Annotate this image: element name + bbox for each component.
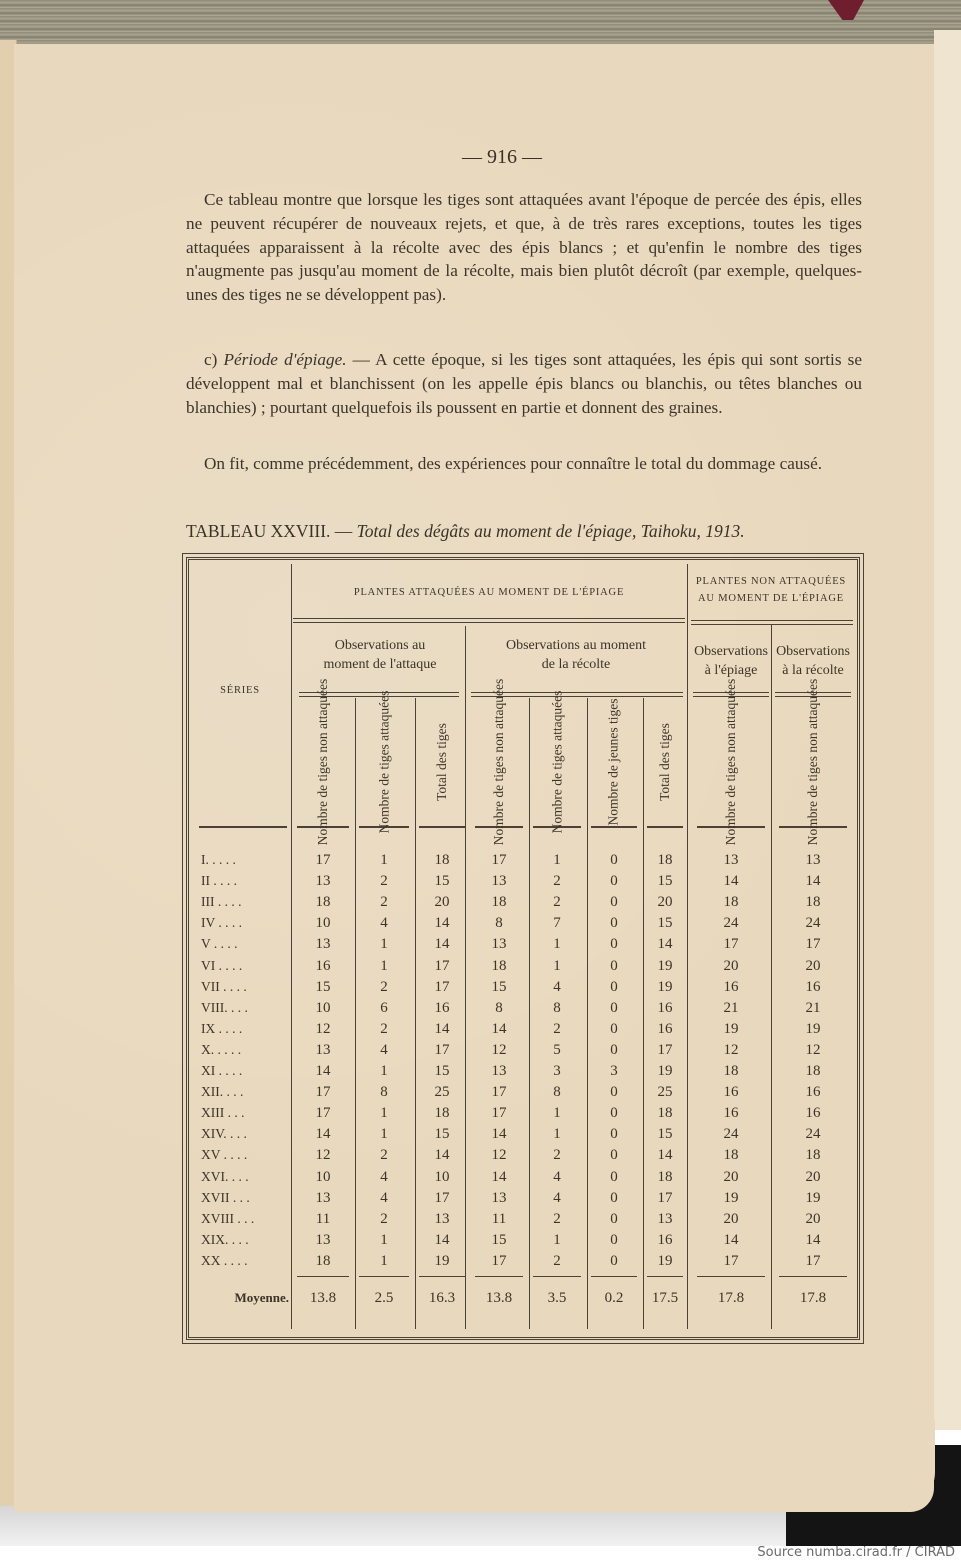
series-header: SÉRIES <box>220 684 260 696</box>
rule <box>647 826 683 828</box>
series-label: XX . . . . <box>201 1252 248 1268</box>
subheader-epiage: Observations à l'épiage <box>694 644 768 678</box>
table-cell: 14 <box>434 915 450 932</box>
table-cell: 2 <box>553 1020 561 1037</box>
paragraph-text: A cette époque, si les tiges sont attaquées, les épis qui sont sortis se développent mal et blanchissent (on les appelle épis blancs ou blanchis, ou têtes blanches ou blanchies) ; pourtant quelquefois ils poussent en partie et donnent des graines. <box>186 350 862 417</box>
table-cell: 20 <box>657 894 673 911</box>
table-cell: 1 <box>553 957 561 974</box>
series-label: XII. . . . <box>201 1084 244 1100</box>
table-cell: 1 <box>553 1231 561 1248</box>
table-cell: 13 <box>723 852 739 868</box>
book-edge-top <box>0 0 961 48</box>
rule <box>297 1276 349 1277</box>
table-row <box>189 852 857 873</box>
table-cell: 17 <box>805 1252 821 1269</box>
table-cell: 25 <box>434 1084 450 1101</box>
rule <box>591 826 637 828</box>
table-cell: 14 <box>434 1147 450 1164</box>
group-attacked-header: PLANTES ATTAQUÉES AU MOMENT DE L'ÉPIAGE <box>353 587 625 598</box>
table-row <box>189 1147 857 1168</box>
table-cell: 1 <box>553 1126 561 1143</box>
rule <box>419 826 465 828</box>
series-label: X. . . . . <box>201 1041 242 1057</box>
table-cell: 1 <box>380 1231 388 1248</box>
mean-label: Moyenne. <box>234 1290 289 1305</box>
table-cell: 16 <box>657 1020 673 1037</box>
table-row <box>189 958 857 979</box>
series-label: XIV. . . . <box>201 1126 247 1142</box>
table-cell: 6 <box>380 999 388 1016</box>
rule <box>199 826 287 828</box>
series-label: XV . . . . <box>201 1147 248 1163</box>
table-cell: 1 <box>553 936 561 953</box>
table-cell: 13 <box>315 1041 331 1058</box>
table-title: Total des dégâts au moment de l'épiage, Taihoku, 1913. <box>356 521 745 541</box>
series-label: VI . . . . <box>201 957 243 973</box>
column-header <box>471 678 527 846</box>
table-cell: 15 <box>491 1231 507 1248</box>
rule <box>475 1276 523 1277</box>
table-cell: 14 <box>491 1126 507 1143</box>
series-label: IX . . . . <box>201 1020 243 1036</box>
column-header-text: Nombre de jeunes tiges <box>606 698 621 826</box>
table-cell: 18 <box>723 1063 739 1079</box>
table-cell: 11 <box>315 1210 331 1227</box>
table-cell: 0 <box>610 936 618 953</box>
rule <box>419 1276 465 1277</box>
table-cell: 0 <box>610 957 618 974</box>
table-cell: 4 <box>380 1041 388 1058</box>
table-cell: 19 <box>657 1063 673 1079</box>
table-cell: 17 <box>723 1252 739 1269</box>
mean-cell: 2.5 <box>374 1290 394 1306</box>
table-cell: 15 <box>657 873 673 890</box>
table-cell: 10 <box>315 915 331 932</box>
table-cell: 17 <box>491 1084 507 1101</box>
mean-cell: 17.8 <box>717 1290 745 1306</box>
table-cell: 16 <box>657 999 673 1016</box>
table-cell: 20 <box>805 1210 821 1227</box>
data-table <box>186 557 860 1340</box>
table-cell: 2 <box>380 978 388 995</box>
source-credit: Source numba.cirad.fr / CIRAD <box>757 1545 955 1560</box>
paragraph-text: On fit, comme précédemment, des expériences pour connaître le total du dommage causé. <box>204 454 823 473</box>
table-cell: 18 <box>805 894 821 911</box>
table-cell: 2 <box>553 1210 561 1227</box>
mean-cell: 17.8 <box>799 1290 827 1306</box>
table-cell: 18 <box>657 852 673 868</box>
table-cell: 16 <box>723 1084 739 1101</box>
table-cell: 0 <box>610 1126 618 1143</box>
table-row <box>189 1232 857 1253</box>
table-cell: 14 <box>315 1126 331 1143</box>
table-cell: 17 <box>434 978 450 995</box>
mean-cell: 16.3 <box>428 1290 456 1306</box>
table-cell: 4 <box>380 1168 388 1185</box>
table-cell: 10 <box>315 1168 331 1185</box>
series-label: XVIII . . . <box>201 1210 255 1226</box>
paragraph-2 <box>186 348 862 419</box>
column-header-text: Total des tiges <box>657 723 673 801</box>
table-cell: 17 <box>491 1252 507 1269</box>
paragraph-text: Ce tableau montre que lorsque les tiges sont attaquées avant l'époque de percée des épis, elles ne peuvent récupérer de nouveaux rejets, et que, à de très rares exceptions, toutes les tiges attaquées apparaissent à la récolte avec des épis blancs ; et qu'enfin le nombre des tiges n'augmente pas jusqu'au moment de la récolte, mais bien plutôt décroît (par exemple, quelques-unes des tiges ne se développent pas). <box>186 190 862 305</box>
table-cell: 12 <box>491 1147 507 1164</box>
table-cell: 15 <box>434 873 450 890</box>
table-cell: 2 <box>553 1147 561 1164</box>
table-cell: 0 <box>610 1231 618 1248</box>
book-edge-right <box>934 30 961 1430</box>
table-row <box>189 1105 857 1126</box>
table-row <box>189 1253 857 1274</box>
table-cell: 13 <box>491 936 507 953</box>
table-cell: 17 <box>434 957 450 974</box>
table-cell: 0 <box>610 999 618 1016</box>
table-cell: 19 <box>657 1252 673 1269</box>
series-label: XIX. . . . <box>201 1231 249 1247</box>
table-cell: 8 <box>495 999 503 1016</box>
column-header <box>355 690 413 834</box>
table-row <box>189 873 857 894</box>
table-cell: 16 <box>723 978 739 995</box>
table-cell: 16 <box>434 999 450 1016</box>
table-cell: 17 <box>315 1084 331 1101</box>
rule <box>359 1276 409 1277</box>
table-cell: 12 <box>315 1020 331 1037</box>
subheader-harvest: Observations au moment de la récolte <box>506 638 646 672</box>
rule <box>691 620 853 625</box>
section-prefix: c) <box>204 350 218 369</box>
table-cell: 19 <box>434 1252 450 1269</box>
table-cell: 7 <box>553 915 561 932</box>
column-header-text: Nombre de tiges non attaquées <box>805 678 821 846</box>
series-label: VIII. . . . <box>201 999 248 1015</box>
table-cell: 1 <box>380 957 388 974</box>
subheader-recolte: Observations à la récolte <box>776 644 850 678</box>
column-header <box>415 700 469 824</box>
table-cell: 15 <box>434 1063 450 1079</box>
table-cell: 18 <box>723 1147 739 1164</box>
table-cell: 17 <box>723 936 739 953</box>
table-cell: 20 <box>805 957 821 974</box>
table-row <box>189 915 857 936</box>
table-cell: 14 <box>434 1231 450 1248</box>
table-cell: 5 <box>553 1041 561 1058</box>
table-cell: 18 <box>434 852 450 868</box>
column-header <box>775 678 851 846</box>
table-cell: 20 <box>434 894 450 911</box>
table-row <box>189 1021 857 1042</box>
table-cell: 8 <box>495 915 503 932</box>
mean-row <box>189 1290 857 1311</box>
table-cell: 17 <box>315 852 331 868</box>
table-cell: 18 <box>657 1105 673 1122</box>
page-corner <box>760 1420 935 1512</box>
table-cell: 18 <box>805 1063 821 1079</box>
table-cell: 15 <box>491 978 507 995</box>
column-header-text: Nombre de tiges non attaquées <box>491 678 507 846</box>
column-header <box>293 678 353 846</box>
page-number: — 916 — <box>462 146 542 168</box>
table-cell: 24 <box>805 915 821 932</box>
table-caption <box>186 521 866 542</box>
table-cell: 24 <box>805 1126 821 1143</box>
table-cell: 13 <box>315 1231 331 1248</box>
table-cell: 0 <box>610 1168 618 1185</box>
table-label: TABLEAU XXVIII. — <box>186 521 353 541</box>
table-cell: 21 <box>723 999 739 1016</box>
table-cell: 2 <box>553 1252 561 1269</box>
column-header <box>643 700 687 824</box>
table-cell: 2 <box>380 1147 388 1164</box>
section-dash: — <box>352 350 370 369</box>
table-cell: 18 <box>491 894 507 911</box>
table-cell: 17 <box>491 852 507 868</box>
table-cell: 14 <box>315 1063 331 1079</box>
table-cell: 2 <box>380 1210 388 1227</box>
table-cell: 18 <box>315 894 331 911</box>
table-cell: 10 <box>434 1168 450 1185</box>
table-cell: 14 <box>723 1231 739 1248</box>
series-label: V . . . . <box>201 936 238 952</box>
table-cell: 12 <box>315 1147 331 1164</box>
mean-cell: 17.5 <box>651 1290 679 1306</box>
mean-cell: 13.8 <box>309 1290 337 1306</box>
column-header-text: Nombre de tiges attaquées <box>549 690 565 834</box>
table-cell: 16 <box>805 1084 821 1101</box>
series-label: II . . . . <box>201 873 237 889</box>
table-cell: 0 <box>610 1189 618 1206</box>
rule <box>647 1276 683 1277</box>
table-cell: 14 <box>491 1168 507 1185</box>
table-cell: 25 <box>657 1084 673 1101</box>
series-label: IV . . . . <box>201 915 243 931</box>
table-cell: 14 <box>491 1020 507 1037</box>
series-label: VII . . . . <box>201 978 247 994</box>
table-cell: 17 <box>434 1189 450 1206</box>
table-cell: 1 <box>380 1126 388 1143</box>
table-cell: 0 <box>610 1252 618 1269</box>
table-cell: 17 <box>434 1041 450 1058</box>
table-row <box>189 936 857 957</box>
series-label: III . . . . <box>201 894 242 910</box>
column-header <box>693 678 769 846</box>
column-header-text: Nombre de tiges non attaquées <box>723 678 739 846</box>
table-cell: 12 <box>805 1041 821 1058</box>
rule <box>533 1276 581 1277</box>
series-label: XIII . . . <box>201 1105 245 1121</box>
table-cell: 14 <box>434 936 450 953</box>
table-cell: 20 <box>723 957 739 974</box>
mean-cell: 0.2 <box>604 1290 624 1306</box>
table-cell: 16 <box>723 1105 739 1122</box>
table-cell: 0 <box>610 894 618 911</box>
table-cell: 8 <box>553 1084 561 1101</box>
table-cell: 0 <box>610 1084 618 1101</box>
table-cell: 18 <box>491 957 507 974</box>
table-cell: 15 <box>657 915 673 932</box>
table-cell: 1 <box>380 1105 388 1122</box>
table-cell: 17 <box>657 1041 673 1058</box>
paragraph-1 <box>186 188 862 307</box>
table-cell: 1 <box>380 936 388 953</box>
table-cell: 20 <box>805 1168 821 1185</box>
table-row <box>189 1211 857 1232</box>
table-cell: 0 <box>610 1147 618 1164</box>
table-cell: 4 <box>553 1168 561 1185</box>
table-cell: 4 <box>380 1189 388 1206</box>
table-cell: 19 <box>805 1020 821 1037</box>
table-cell: 8 <box>553 999 561 1016</box>
table-cell: 2 <box>553 894 561 911</box>
table-cell: 0 <box>610 1041 618 1058</box>
table-cell: 2 <box>380 873 388 890</box>
table-cell: 14 <box>657 936 673 953</box>
table-cell: 1 <box>380 1252 388 1269</box>
table-cell: 16 <box>315 957 331 974</box>
table-cell: 21 <box>805 999 821 1016</box>
table-cell: 17 <box>491 1105 507 1122</box>
table-cell: 14 <box>434 1020 450 1037</box>
table-cell: 8 <box>380 1084 388 1101</box>
table-cell: 13 <box>315 1189 331 1206</box>
table-cell: 18 <box>657 1168 673 1185</box>
rule <box>591 1276 637 1277</box>
table-cell: 13 <box>491 1063 507 1079</box>
table-cell: 3 <box>553 1063 561 1079</box>
table-cell: 19 <box>723 1189 739 1206</box>
table-cell: 19 <box>723 1020 739 1037</box>
table-row <box>189 1042 857 1063</box>
section-title: Période d'épiage. <box>223 350 347 369</box>
series-label: I. . . . . <box>201 852 236 867</box>
series-label: XVII . . . <box>201 1189 250 1205</box>
table-cell: 19 <box>657 957 673 974</box>
column-header-text: Nombre de tiges non attaquées <box>315 678 331 846</box>
table-cell: 20 <box>723 1210 739 1227</box>
table-cell: 4 <box>553 1189 561 1206</box>
table-cell: 4 <box>380 915 388 932</box>
column-header-text: Nombre de tiges attaquées <box>376 690 392 834</box>
rule <box>697 1276 765 1277</box>
table-cell: 1 <box>380 1063 388 1079</box>
table-cell: 3 <box>610 1063 618 1079</box>
table-cell: 13 <box>805 852 821 868</box>
table-cell: 0 <box>610 1105 618 1122</box>
table-cell: 18 <box>315 1252 331 1269</box>
table-cell: 0 <box>610 852 618 868</box>
table-cell: 19 <box>657 978 673 995</box>
table-cell: 24 <box>723 915 739 932</box>
table-cell: 18 <box>805 1147 821 1164</box>
subheader-attack: Observations au moment de l'attaque <box>323 638 437 672</box>
table-cell: 14 <box>657 1147 673 1164</box>
table-cell: 0 <box>610 873 618 890</box>
table-row <box>189 979 857 1000</box>
table-cell: 13 <box>434 1210 450 1227</box>
table-cell: 11 <box>491 1210 507 1227</box>
table-cell: 18 <box>434 1105 450 1122</box>
table-cell: 17 <box>805 936 821 953</box>
mean-cell: 3.5 <box>547 1290 567 1306</box>
table-cell: 19 <box>805 1189 821 1206</box>
column-header <box>529 690 585 834</box>
scan-bed <box>0 1506 790 1546</box>
table-cell: 17 <box>315 1105 331 1122</box>
table-row <box>189 1000 857 1021</box>
table-cell: 18 <box>723 894 739 911</box>
table-cell: 12 <box>491 1041 507 1058</box>
table-cell: 20 <box>723 1168 739 1185</box>
table-cell: 2 <box>553 873 561 890</box>
table-cell: 15 <box>315 978 331 995</box>
table-cell: 1 <box>553 1105 561 1122</box>
table-cell: 10 <box>315 999 331 1016</box>
column-header-text: Total des tiges <box>434 723 450 801</box>
table-cell: 13 <box>315 873 331 890</box>
table-cell: 17 <box>657 1189 673 1206</box>
column-header <box>587 700 641 824</box>
table-cell: 13 <box>491 873 507 890</box>
table-row <box>189 1063 857 1084</box>
table-cell: 15 <box>434 1126 450 1143</box>
table-cell: 14 <box>805 873 821 890</box>
table-row <box>189 1084 857 1105</box>
table-cell: 16 <box>805 978 821 995</box>
paragraph-3 <box>186 452 862 476</box>
table-cell: 0 <box>610 1020 618 1037</box>
table-cell: 14 <box>805 1231 821 1248</box>
table-cell: 0 <box>610 915 618 932</box>
table-cell: 16 <box>805 1105 821 1122</box>
table-row <box>189 894 857 915</box>
table-cell: 13 <box>657 1210 673 1227</box>
table-row <box>189 1190 857 1211</box>
table-cell: 1 <box>553 852 561 868</box>
table-cell: 13 <box>491 1189 507 1206</box>
table-cell: 2 <box>380 894 388 911</box>
table-cell: 1 <box>380 852 388 868</box>
rule <box>293 618 685 623</box>
table-cell: 14 <box>723 873 739 890</box>
table-cell: 2 <box>380 1020 388 1037</box>
series-label: XI . . . . <box>201 1063 243 1078</box>
table-row <box>189 1126 857 1147</box>
table-cell: 16 <box>657 1231 673 1248</box>
group-not-attacked-header: PLANTES NON ATTAQUÉES AU MOMENT DE L'ÉPIAGE <box>695 576 847 604</box>
series-label: XVI. . . . <box>201 1168 249 1184</box>
rule <box>779 1276 847 1277</box>
table-cell: 13 <box>315 936 331 953</box>
table-cell: 12 <box>723 1041 739 1058</box>
table-cell: 4 <box>553 978 561 995</box>
mean-cell: 13.8 <box>485 1290 513 1306</box>
table-cell: 24 <box>723 1126 739 1143</box>
table-row <box>189 1169 857 1190</box>
table-cell: 0 <box>610 978 618 995</box>
table-cell: 0 <box>610 1210 618 1227</box>
table-cell: 15 <box>657 1126 673 1143</box>
